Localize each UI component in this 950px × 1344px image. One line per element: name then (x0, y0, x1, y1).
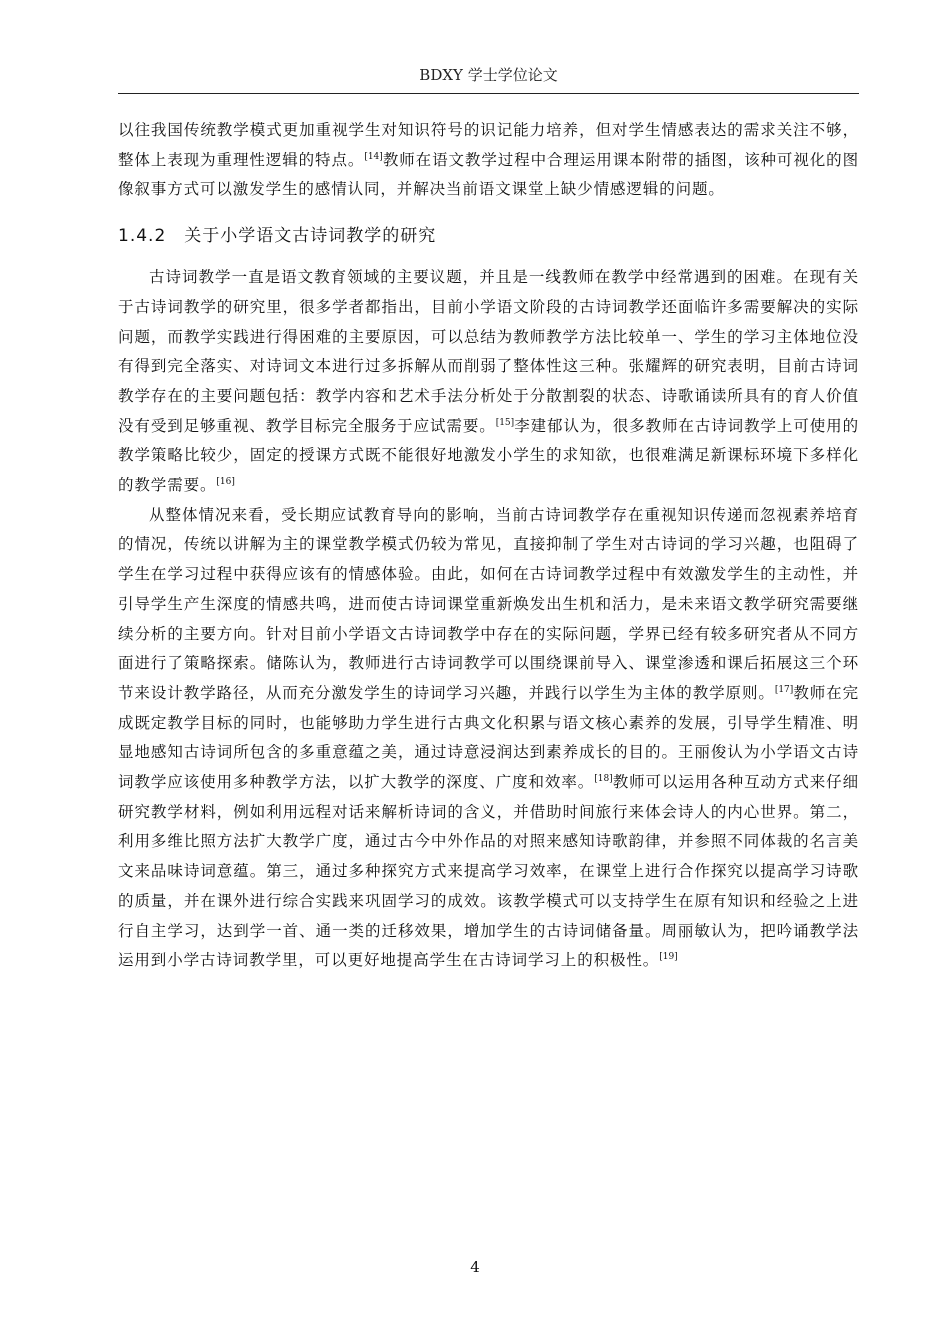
intro-text: 以往我国传统教学模式更加重视学生对知识符号的识记能力培养，但对学生情感表达的需求关注不够，整体上表现为重理性逻辑的特点。 (118, 121, 859, 169)
intro-tail: 教师在语文教学过程中合理运用课本附带的插图，该种可视化的图像叙事方式可以激发学生的感情认同，并解决当前语文课堂上缺少情感逻辑的问题。 (118, 150, 859, 199)
citation-17: [17] (774, 684, 794, 695)
page-number: 4 (470, 1258, 480, 1276)
running-header: BDXY 学士学位论文 (118, 64, 859, 94)
citation-14: [14] (364, 151, 383, 162)
citation-15: [15] (495, 417, 515, 428)
section-title: 关于小学语文古诗词教学的研究 (184, 226, 437, 247)
citation-19: [19] (659, 952, 678, 963)
paragraph-2-seg3: 教师可以运用各种互动方式来仔细研究教学材料，例如利用远程对话来解析诗词的含义，并借助时间旅行来体会诗人的内心世界。第二，利用多维比照方法扩大教学广度，通过古今中外作品的对照来感知诗歌韵律，并参照不同体裁的名言美文来品味诗词意蕴。第三，通过多种探究方式来提高学习效率，在课堂上进行合作探究以提高学习诗歌的质量，并在课外进行综合实践来巩固学习的成效。该教学模式可以支持学生在原有知识和经验之上进行自主学习，达到学一首、通一类的迁移效果，增加学生的古诗词储备量。周丽敏认为，把吟诵教学法运用到小学古诗词教学里，可以更好地提高学生在古诗词学习上的积极性。 (118, 773, 859, 970)
citation-16: [16] (216, 476, 235, 487)
section-number: 1.4.2 (118, 226, 167, 247)
paragraph-2-seg1: 从整体情况来看，受长期应试教育导向的影响，当前古诗词教学存在重视知识传递而忽视素养培育的情况，传统以讲解为主的课堂教学模式仍较为常见，直接抑制了学生对古诗词的学习兴趣，也阻碍了学生在学习过程中获得应该有的情感体验。由此，如何在古诗词教学过程中有效激发学生的主动性，并引导学生产生深度的情感共鸣，进而使古诗词课堂重新焕发出生机和活力，是未来语文教学研究需要继续分析的主要方向。针对目前小学语文古诗词教学中存在的实际问题，学界已经有较多研究者从不同方面进行了策略探索。储陈认为，教师进行古诗词教学可以围绕课前导入、课堂渗透和课后拓展这三个环节来设计教学路径，从而充分激发学生的诗词学习兴趣，并践行以学生为主体的教学原则。 (118, 505, 859, 702)
paragraph-1 (118, 263, 859, 501)
section-heading (118, 221, 859, 251)
citation-18: [18] (594, 773, 613, 784)
paragraph-2 (118, 501, 859, 976)
paragraph-2-seg2: 教师在完成既定教学目标的同时，也能够助力学生进行古典文化积累与语文核心素养的发展，引导学生精准、明显地感知古诗词所包含的多重意蕴之美，通过诗意浸润达到素养成长的目的。王丽俊认为小学语文古诗词教学应该使用多种教学方法，以扩大教学的深度、广度和效率。 (118, 683, 859, 792)
intro-paragraph (118, 116, 859, 205)
body-text (118, 116, 859, 976)
paragraph-1-seg1: 古诗词教学一直是语文教育领域的主要议题，并且是一线教师在教学中经常遇到的困难。在现有关于古诗词教学的研究里，很多学者都指出，目前小学语文阶段的古诗词教学还面临许多需要解决的实际问题，而教学实践进行得困难的主要原因，可以总结为教师教学方法比较单一、学生的学习主体地位没有得到完全落实、对诗词文本进行过多拆解从而削弱了整体性这三种。张耀辉的研究表明，目前古诗词教学存在的主要问题包括：教学内容和艺术手法分析处于分散割裂的状态、诗歌诵读所具有的育人价值没有受到足够重视、教学目标完全服务于应试需要。 (118, 268, 859, 435)
paragraph-1-seg2: 李建郁认为，很多教师在古诗词教学上可使用的教学策略比较少，固定的授课方式既不能很好地激发小学生的求知欲，也很难满足新课标环境下多样化的教学需要。 (118, 416, 860, 495)
